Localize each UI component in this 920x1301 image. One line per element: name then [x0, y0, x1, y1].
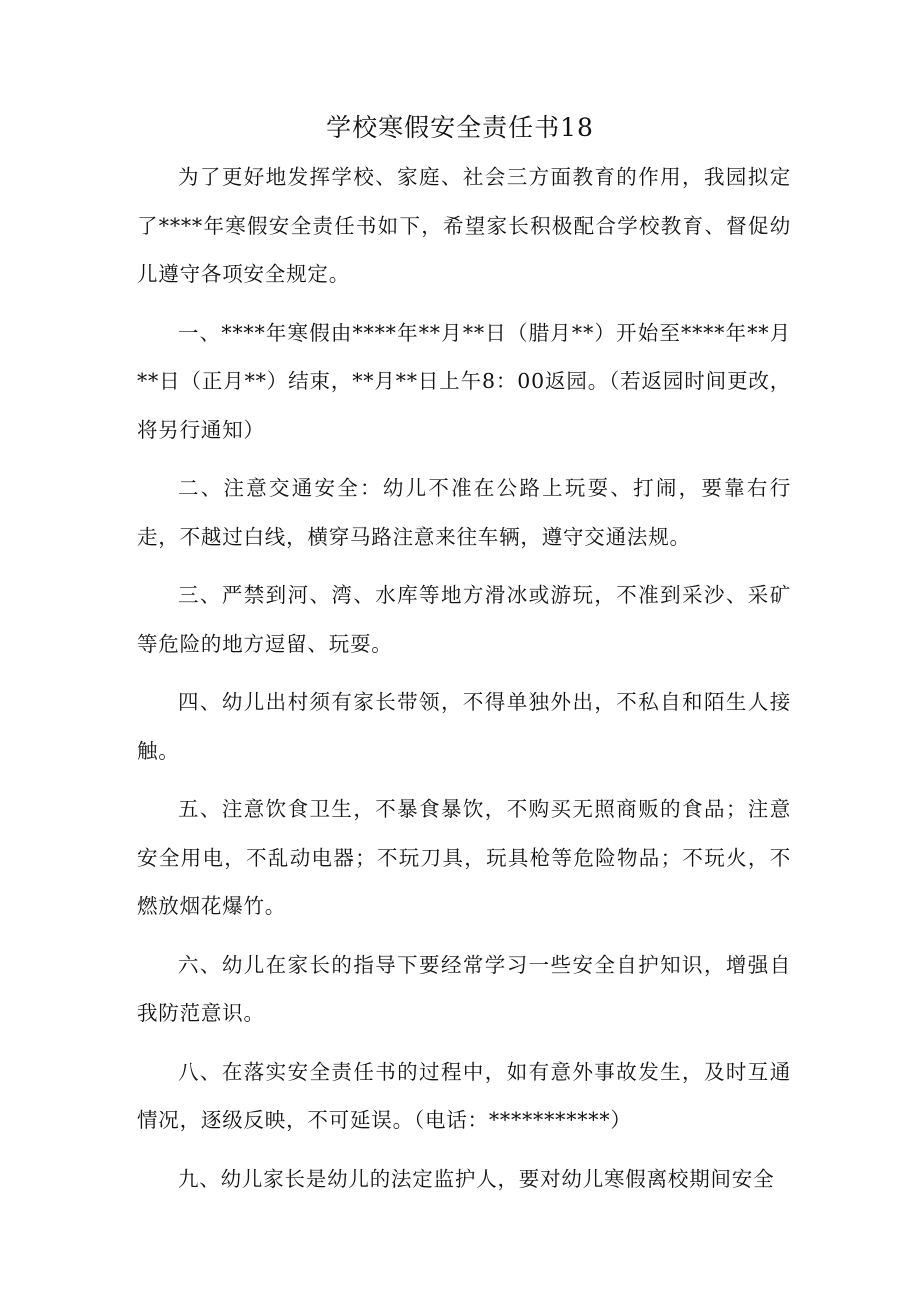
document-body: [137, 153, 791, 1213]
paragraph-item-8: 八、在落实安全责任书的过程中，如有意外事故发生，及时互通情况，逐级反映，不可延误。（电话：***********）: [137, 1059, 791, 1132]
paragraph-item-2: 二、注意交通安全：幼儿不准在公路上玩耍、打闹，要靠右行走，不越过白线，横穿马路注意来往车辆，遵守交通法规。: [137, 476, 791, 549]
document-title: 学校寒假安全责任书18: [326, 113, 594, 142]
paragraph-item-5: 五、注意饮食卫生，不暴食暴饮，不购买无照商贩的食品；注意安全用电，不乱动电器；不玩刀具，玩具枪等危险物品；不玩火，不燃放烟花爆竹。: [137, 797, 791, 918]
paragraph-item-4: 四、幼儿出村须有家长带领，不得单独外出，不私自和陌生人接触。: [137, 690, 791, 763]
paragraph-intro: 为了更好地发挥学校、家庭、社会三方面教育的作用，我园拟定了****年寒假安全责任书如下，希望家长积极配合学校教育、督促幼儿遵守各项安全规定。: [137, 165, 791, 286]
paragraph-item-1: 一、****年寒假由****年**月**日（腊月**）开始至****年**月**日（正月**）结束，**月**日上午8：00返园。（若返园时间更改，将另行通知）: [137, 320, 791, 442]
paragraph-item-3: 三、严禁到河、湾、水库等地方滑冰或游玩，不准到采沙、采矿等危险的地方逗留、玩耍。: [137, 583, 791, 656]
paragraph-item-9: 九、幼儿家长是幼儿的法定监护人，要对幼儿寒假离校期间安全: [178, 1166, 775, 1191]
paragraph-item-6: 六、幼儿在家长的指导下要经常学习一些安全自护知识，增强自我防范意识。: [137, 952, 791, 1025]
